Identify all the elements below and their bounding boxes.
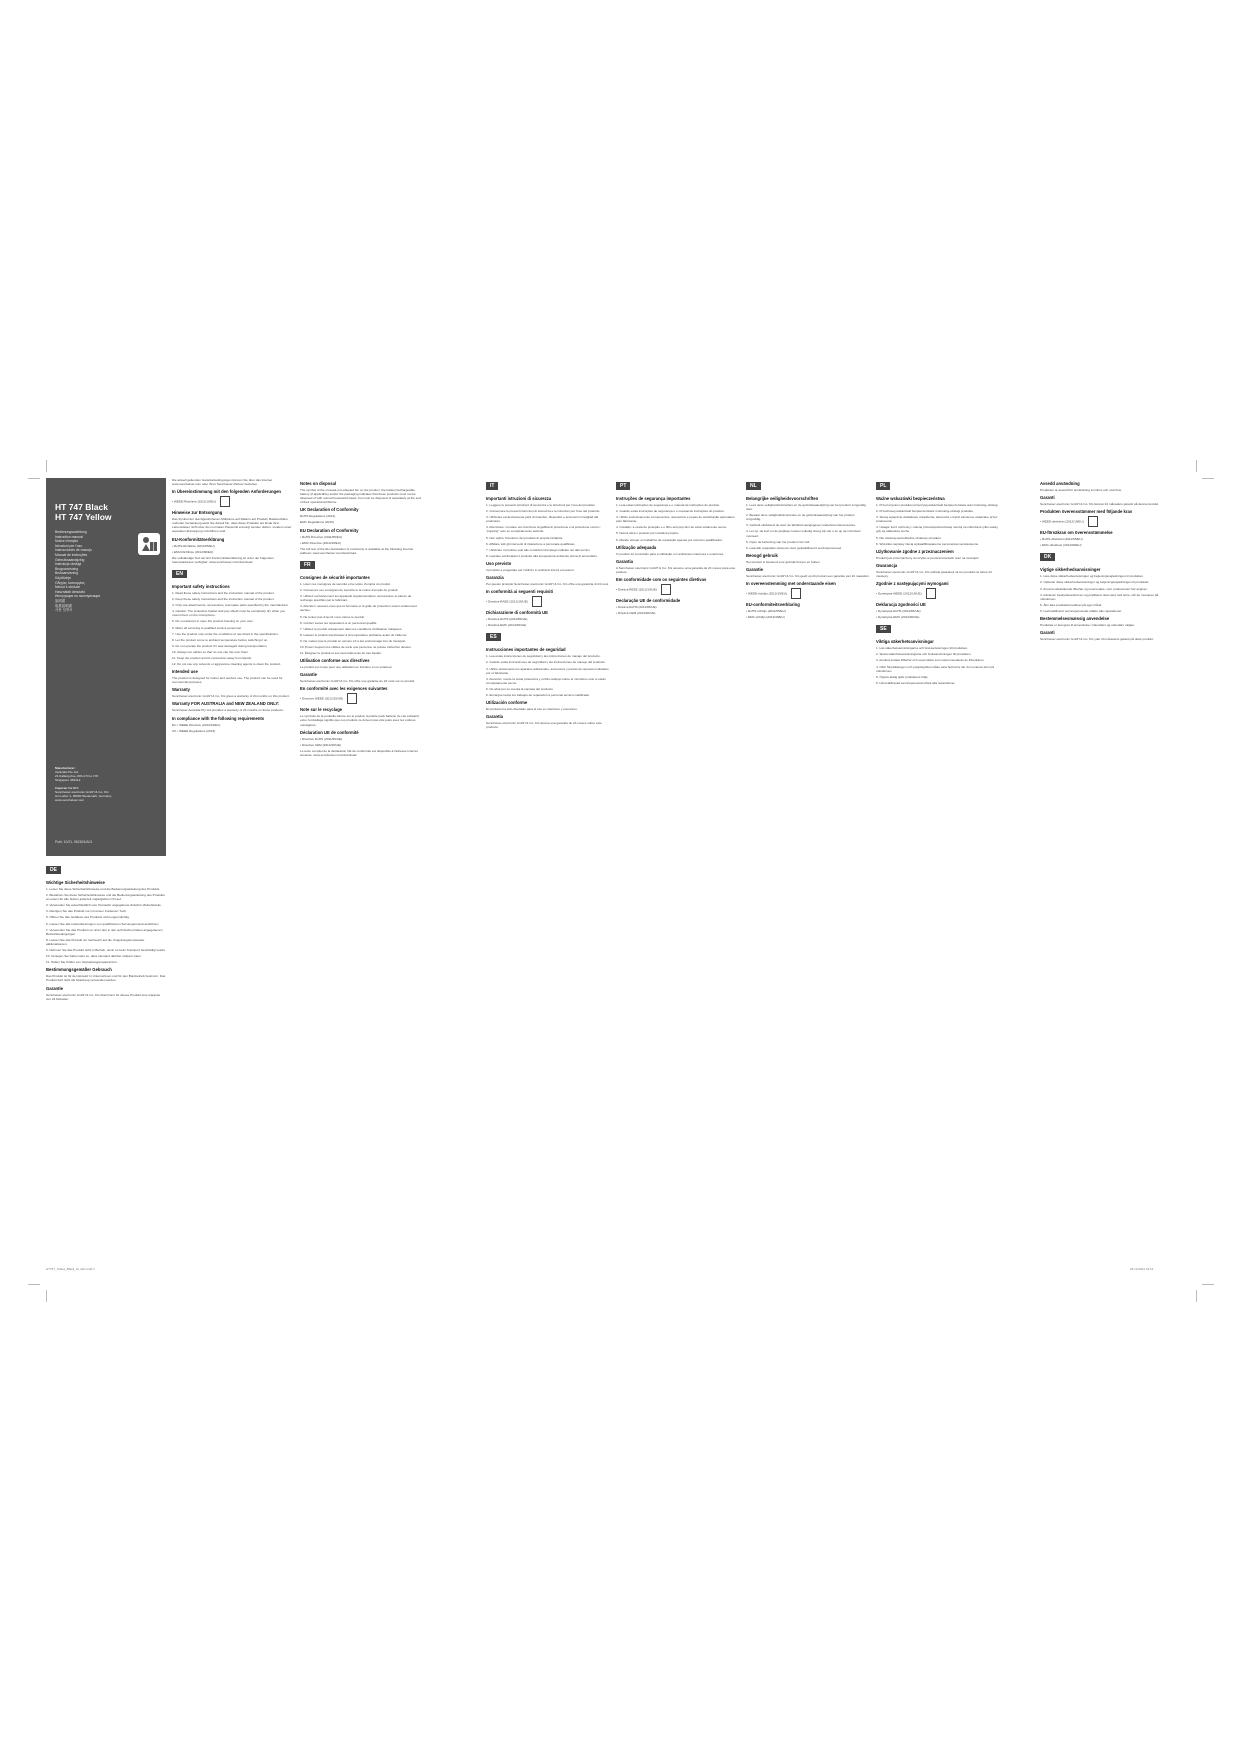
section-subheading: Garanti xyxy=(1040,495,1055,501)
list-item: 1. Lees deze veiligheidsinstructies en de gebruiksaanwijzing van het product zorgvuldig door. xyxy=(746,503,866,512)
section-subheading: Zgodnie z następującymi wymogami xyxy=(876,581,949,587)
section-subheading: Beoogd gebruik xyxy=(746,552,778,558)
section-subheading: Gwarancja xyxy=(876,562,898,568)
list-item: 2. Przechowuj wskazówki bezpieczeństwa i instrukcję obsługi produktu. xyxy=(876,509,974,514)
list-item: 3. Utilize exclusivamente componentes, acessórios e peças de substituição aprovados pelo fabricante. xyxy=(616,515,735,524)
list-item: 3. Utilisez exclusivement les appareils supplémentaires, accessoires et pièces de rechange spécifiés par le fabricant. xyxy=(300,594,412,603)
list-item: 1. Przed użyciem produktu przeczytaj wskazówki bezpieczeństwa oraz instrukcję obsługi. xyxy=(876,503,999,507)
list-item: 3. Anvend udelukkende tilbehør og reservedele, som producenten har angivet. xyxy=(1040,586,1148,591)
list-item: 5. Ne tentez pas d'ouvrir vous-même le produit. xyxy=(300,614,365,619)
model-black: HT 747 Black xyxy=(55,502,108,512)
paragraph: O produto foi concebido para a utilização em ambientes interiores e exteriores. xyxy=(616,551,724,556)
list-item: 12. Do not use any solvents or aggressive cleaning agents to clean the product. xyxy=(172,662,282,667)
list-item: 5. Non aprire l'involucro del prodotto di propria iniziativa. xyxy=(486,535,563,540)
section-subheading: In Übereinstimmung mit den folgenden Anforderungen xyxy=(172,489,281,495)
section-subheading: Utilización conforme xyxy=(486,700,528,706)
lang-badge-dk: DK xyxy=(1040,553,1055,561)
list-item: 2. Opbevar disse sikkerhedsanvisninger og betjeningsvejledningen til produktet. xyxy=(1040,580,1150,585)
list-item: • RoHS-richtlijn (2011/65/EU) xyxy=(746,609,786,614)
manufacturer-line: Verticalis Pte Ltd xyxy=(55,770,79,774)
weee-bin-icon xyxy=(532,596,542,607)
cover-title xyxy=(55,502,112,522)
list-item: 2. Bewahren Sie diese Sicherheitshinweise und die Bedienungsanleitung des Produkts an einem für alle Nutzer jederzeit zugänglichen Ort auf. xyxy=(46,893,165,902)
list-item: 1. Läs säkerhetsanvisningarna och bruksanvisningen till produkten. xyxy=(876,646,969,651)
list-item: 6. Encargue todos los trabajos de reparación a personal técnico cualificado. xyxy=(486,692,590,697)
list-item: • WEEE-Richtlinie (2012/19/EU) xyxy=(172,499,216,504)
list-item: 5. Nie otwieraj samodzielnie obudowy produktu. xyxy=(876,535,942,540)
crop-mark xyxy=(1196,1290,1197,1302)
weee-bin-icon xyxy=(347,693,357,704)
column-5 xyxy=(616,478,740,1268)
paragraph: Sennheiser electronic GmbH & Co. KG yder 24 måneders garanti på dette produkt. xyxy=(1040,637,1154,642)
section-heading: Belangrijke veiligheidsvoorschriften xyxy=(746,496,819,501)
list-item: Bedienungsanleitung xyxy=(55,530,87,534)
section-subheading: Produkten överensstämmer med följande krav xyxy=(1040,509,1133,515)
paragraph: Sennheiser electronic GmbH & Co. KG udziela gwarancji na ten produkt na okres 24 miesięcy. xyxy=(876,569,992,578)
list-item: Manual de instruções xyxy=(55,552,88,557)
paragraph: Produkt jest przeznaczony do użytku w pomieszczeniach oraz na zewnątrz. xyxy=(876,555,980,560)
column-7 xyxy=(876,478,1000,1268)
list-item: 3. Only use attachments, accessories, and spare parts specified by the manufacturer. xyxy=(172,603,289,608)
list-item: 9. Do not operate the product if it was damaged during transportation. xyxy=(172,643,268,648)
lang-badge-en: EN xyxy=(172,570,187,578)
paragraph: Sennheiser electronic GmbH & Co. KG asume una garantía de 24 meses sobre este producto. xyxy=(486,721,602,730)
list-item: • Diretiva CEM (2014/30/UE) xyxy=(616,611,656,616)
list-item: • RoHS-Richtlinie (2011/65/EU) xyxy=(172,543,215,548)
weee-bin-icon xyxy=(1088,516,1098,527)
importer-line: Am Labor 1, 30900 Wedemark, Germany xyxy=(55,794,112,798)
list-item: • Diretiva RoHS (2011/65/UE) xyxy=(616,604,657,609)
list-item: 1. Leggere le presenti istruzioni di sicurezza e le istruzioni per l'uso del prodotto. xyxy=(486,503,596,507)
list-item: Bruksanvisning xyxy=(55,571,78,576)
list-item: 4. Attention: assurez-vous que la bonnette et la grille de protection soient entièrement sèches. xyxy=(300,604,417,613)
weee-bin-icon xyxy=(791,588,801,599)
list-item: • Diretiva REEE (2012/19/UE) xyxy=(616,587,657,592)
list-item: 5. Öppna aldrig själv produktens hölje. xyxy=(876,674,929,679)
list-item: 2. Keep these safety instructions and the instruction manual of the product. xyxy=(172,597,275,602)
section-subheading: EU Declaration of Conformity xyxy=(300,527,359,533)
paragraph: Le symbole de la poubelle barrée sur le produit, la pile/le pack batterie (le cas échéant) et/ou l'emballage signifie que ces produits ne doivent pas être jetés avec les ordures ménagères. xyxy=(300,714,420,727)
section-subheading: Garanzia xyxy=(486,575,504,581)
list-item: EMC Regulations (2016) xyxy=(300,520,334,525)
paragraph: A Sennheiser electronic GmbH & Co. KG assume uma garantia de 24 meses para este produto. xyxy=(616,565,736,574)
list-item: Käyttöohje xyxy=(55,575,72,580)
section-subheading: In overeenstemming met onderstaande eisen xyxy=(746,581,836,587)
list-item: 4. Obs! Skyddskorgen och poppskyddet måste vara helt torra när du monterar dem på mikrofonen. xyxy=(876,664,994,673)
list-item: 11. Halten Sie Kinder von Verpackungsmaterial fern. xyxy=(46,960,118,965)
lang-badge-de: DE xyxy=(46,866,61,874)
paragraph: Produkten är avsedd för användning inomhus och utomhus. xyxy=(1040,488,1122,492)
paragraph: El producto ha sido diseñado para el uso en interiores y exteriores. xyxy=(486,707,578,712)
read-manual-icon xyxy=(138,533,160,555)
section-subheading: In conformità ai seguenti requisiti xyxy=(486,589,554,595)
list-item: Gebruiksaanwijzing xyxy=(55,557,85,562)
list-item: • Direttiva RAEE (2012/19/UE) xyxy=(486,599,528,604)
list-item: 6. Confiez toutes les réparations à un personnel qualifié. xyxy=(300,620,378,625)
list-item: 사용 설명서 xyxy=(55,608,73,613)
section-subheading: Intended use xyxy=(172,669,198,675)
column-6 xyxy=(746,478,870,1268)
column-2 xyxy=(172,478,294,1268)
list-item: 5. Open de behuizing van het product niet zelf. xyxy=(746,539,810,544)
paragraph: Sennheiser electronic GmbH & Co. KG übernimmt für dieses Produkt eine Garantie von 24 Monaten. xyxy=(46,992,161,1001)
manufacturer-label: Manufacturer: xyxy=(55,766,76,770)
print-slug-right: 26.10.2021 13:12 xyxy=(1130,1267,1154,1271)
list-item: 2. Bewaar deze veiligheidsinstructies en de gebruiksaanwijzing van het product zorgvuldig. xyxy=(746,513,855,522)
model-yellow: HT 747 Yellow xyxy=(55,512,112,522)
paragraph: Sennheiser electronic GmbH & Co. KG lämnar 24 månaders garanti på denna produkt. xyxy=(1040,502,1159,507)
weee-bin-icon xyxy=(220,496,230,507)
list-item: 4. Reinigen Sie das Produkt nur mit einem trockenen Tuch. xyxy=(46,909,127,914)
list-item: 10. Verlegen Sie Kabel stets so, dass niemand darüber stolpern kann. xyxy=(46,954,142,959)
paragraph: Produktet er beregnet til anvendelse i indendørs og udendørs miljøer. xyxy=(1040,623,1135,628)
list-item: 1. Read these safety instructions and the instruction manual of the product. xyxy=(172,590,275,595)
lang-badge-nl: NL xyxy=(746,482,761,490)
section-subheading: Bestimmungsgemäßer Gebrauch xyxy=(46,967,112,973)
section-subheading: En conformité avec les exigences suivantes xyxy=(300,686,388,692)
list-item: 2. Spara säkerhetsanvisningarna och bruksanvisningen till produkten. xyxy=(876,652,972,657)
section-heading: Ważne wskazówki bezpieczeństwa xyxy=(876,496,945,501)
list-item: • Dyrektywa EMC (2014/30/UE) xyxy=(876,615,920,620)
section-subheading: Hinweise zur Entsorgung xyxy=(172,510,223,516)
section-subheading: Notes on disposal xyxy=(300,481,337,486)
paragraph: Il prodotto è progettato per l'utilizzo in ambienti interni ed esterni. xyxy=(486,567,575,572)
paragraph: Die aktuell geltenden Garantiebedingungen können Sie über das Internet www.sennheiser.com oder Ihren Sennheiser-Partner beziehen. xyxy=(172,478,273,487)
section-subheading: Garantie xyxy=(46,985,63,991)
list-item: 7. Verwenden Sie das Produkt nur unter den in den technischen Daten angegebenen Betriebsbedingungen. xyxy=(46,927,163,936)
list-item: • WEEE-richtlijn (2012/19/EU) xyxy=(746,591,787,596)
crop-mark xyxy=(1202,478,1214,479)
column-de xyxy=(46,862,166,1272)
section-subheading: Warranty FOR AUSTRALIA and NEW ZEALAND ONLY: xyxy=(172,701,280,707)
list-item: 5. Åbn ikke produktets kabinet på egen hånd. xyxy=(1040,602,1103,607)
list-item: 4. Caution: The protective basket and pop shield must be completely dry when you mount them on the microphone. xyxy=(172,609,286,618)
list-item: 7. Utilizzare il prodotto solo alle condizioni d'impiego indicate nei dati tecnici. xyxy=(486,547,591,552)
section-subheading: Deklaracja zgodności UE xyxy=(876,602,926,608)
crop-mark xyxy=(1202,1284,1214,1285)
list-item: 8. Lasciare acclimatare il prodotto alla temperatura ambiente prima di accenderlo. xyxy=(486,553,598,558)
list-item: • RoHS Directive (2011/65/EU) xyxy=(300,534,343,539)
paragraph: The symbol of the crossed-out wheeled bin on the product, the battery/rechargeable battery (if applicable) and/or the packaging indicates that these products must not be disposed of with normal household waste, but must be disposed of separately at the end of their operational lifetime. xyxy=(300,488,421,505)
list-item: 1. Læs disse sikkerhedsanvisninger og betjeningsvejledningen til produktet. xyxy=(1040,574,1144,579)
address-block xyxy=(55,766,112,802)
section-subheading: Note sur le recyclage xyxy=(300,707,343,713)
list-item: 9. Ne mettez pas le produit en service s'il a été endommagé lors du transport. xyxy=(300,638,407,643)
cover-panel xyxy=(46,478,166,856)
list-item: • WEEE-direktivet (2012/19/EU) xyxy=(1040,519,1084,524)
lang-badge-se: SE xyxy=(876,625,891,633)
importer-label: Importer for EU: xyxy=(55,786,79,790)
section-heading: Viktiga säkerhetsanvisningar xyxy=(876,639,934,645)
paragraph: Het product is bestemd voor gebruik binnen en buiten. xyxy=(746,559,821,564)
list-item: 說明書 xyxy=(55,598,66,603)
list-item: 10. Always run cables so that no one can trip over them. xyxy=(172,649,249,654)
list-item: EU • WEEE Directive (2012/19/EU) xyxy=(172,722,221,727)
crop-mark xyxy=(46,1290,47,1302)
importer-line: www.sennheiser.com xyxy=(55,798,85,802)
list-item: 1. Lea estas instrucciones de seguridad y las instrucciones de manejo del producto. xyxy=(486,654,601,659)
column-8 xyxy=(1040,478,1162,1268)
list-item: 取扱説明書 xyxy=(55,603,72,608)
manual-title-list xyxy=(55,530,100,613)
list-item: • Directive CEM (2014/30/UE) xyxy=(300,742,341,747)
section-subheading: EU-Konformitätserklärung xyxy=(172,536,225,542)
list-item: 6. Lassen Sie alle Instandsetzungen von qualifiziertem Servicepersonal ausführen. xyxy=(46,921,160,926)
list-item: 2. Conservare le presenti istruzioni di sicurezza e le istruzioni per l'uso del prodotto. xyxy=(486,509,601,514)
paragraph: Per questo prodotto Sennheiser electronic GmbH & Co. KG offre una garanzia di 24 mesi. xyxy=(486,582,610,587)
section-subheading: Garantie xyxy=(746,566,763,572)
list-item: 6. Lad kvalificeret servicepersonale udføre alle reparationer. xyxy=(1040,608,1123,613)
crop-mark xyxy=(1196,460,1197,472)
section-subheading: Uso previsto xyxy=(486,560,512,566)
list-item: Istruzioni per l'uso xyxy=(55,543,83,548)
paragraph: The product is designed for indoor and outdoor use. The product can be used for commercial purposes. xyxy=(172,676,283,685)
list-item: Instruction manual xyxy=(55,534,83,539)
section-subheading: Użytkowanie zgodne z przeznaczeniem xyxy=(876,548,954,554)
paragraph: Sennheiser electronic GmbH & Co. KG geeft op dit product een garantie van 24 maanden. xyxy=(746,573,870,578)
paragraph: Das Produkt ist für den Einsatz in Unternehmen und für den Bürobetrieb bestimmt. Das Produkt darf nicht als Spielzeug verwendet werden. xyxy=(46,974,166,983)
list-item: 5. Öffnen Sie das Gehäuse des Produkts nicht eigenmächtig. xyxy=(46,915,130,920)
paragraph: Die vollständige Text der EU-Konformitätserklärung ist unter der folgenden Internetadresse verfügbar: www.sennheiser.com/download. xyxy=(172,555,274,564)
list-item: UK • WEEE Regulations (2013) xyxy=(172,728,216,733)
section-heading: Vigtige sikkerhedsanvisninger xyxy=(1040,567,1101,573)
list-item: • EMC-richtlijn (2014/30/EU) xyxy=(746,615,785,620)
list-item: • EMC Directive (2014/30/EU) xyxy=(300,540,341,545)
list-item: 7. Utilisez le produit uniquement dans les conditions d'utilisation indiquées. xyxy=(300,626,403,631)
section-subheading: Garanti xyxy=(1040,630,1055,636)
section-subheading: Utilisation conforme aux directives xyxy=(300,658,370,664)
list-item: 6. Wszelkie naprawy zlecaj wykwalifikowanemu personelowi serwisowemu. xyxy=(876,541,979,546)
section-heading: Importanti istruzioni di sicurezza xyxy=(486,496,552,501)
list-item: • EMV-Richtlinie (2014/30/EU) xyxy=(172,549,214,554)
list-item: 4. Atención: monte la cesta protectora y el filtro antipop sobre el micrófono solo si están completamente secos. xyxy=(486,676,606,685)
list-item: 11. Éloignez le produit et ses raccordements de tout liquide. xyxy=(300,651,382,656)
paragraph: Sennheiser Australia Pty Ltd provides a warranty of 24 months on these products. xyxy=(172,708,284,713)
paragraph: Le texte complet de la déclaration UE de conformité est disponible à l'adresse Internet suivante: www.sennheiser.com/download. xyxy=(300,748,418,757)
list-item: Notice d'emploi xyxy=(55,539,79,544)
list-item: 8. Let the product come to ambient temperature before switching it on. xyxy=(172,637,269,642)
section-subheading: EU-försäkran om överensstämmelse xyxy=(1040,530,1113,536)
section-heading: Instruções de segurança importantes xyxy=(616,496,691,501)
lang-badge-pl: PL xyxy=(876,482,890,490)
section-subheading: Bestemmelsesmæssig anvendelse xyxy=(1040,616,1110,622)
list-item: • Direttiva EMC (2014/30/UE) xyxy=(486,623,527,628)
section-subheading: Déclaration UE de conformité xyxy=(300,729,359,735)
list-item: 5. Do not attempt to open the product housing on your own. xyxy=(172,619,254,624)
column-3 xyxy=(300,478,422,1268)
publication-code: Publ. 10/21, 582824/A01 xyxy=(55,840,93,844)
print-slug-left: HT747_Yellow_Black_SI_A01.indd 1 xyxy=(46,1267,95,1271)
list-item: 6. Refer all servicing to qualified service personnel. xyxy=(172,625,242,630)
list-item: RoHS Regulations (2012) xyxy=(300,514,336,519)
section-heading: Consignes de sécurité importantes xyxy=(300,574,370,580)
list-item: 5. Nunca abra o produto por iniciativa própria. xyxy=(616,531,679,536)
section-heading: Instrucciones importantes de seguridad xyxy=(486,647,566,653)
crop-mark xyxy=(28,1284,40,1285)
section-subheading: UK Declaration of Conformity xyxy=(300,507,359,513)
column-4 xyxy=(486,478,610,1268)
lang-badge-pt: PT xyxy=(616,482,630,490)
list-item: 6. Mande efetuar os trabalhos de reparação apenas por técnicos qualificados. xyxy=(616,537,723,542)
section-subheading: Declaração UE de conformidade xyxy=(616,597,681,603)
section-subheading: Garantia xyxy=(616,558,633,564)
list-item: 8. Laissez le produit s'acclimater à la température ambiante avant de l'allumer. xyxy=(300,632,408,637)
list-item: Instrucciones de manejo xyxy=(55,548,92,553)
section-subheading: Garantía xyxy=(486,714,503,720)
list-item: 3. Stosuj wyłącznie dodatkowe urządzenia, akcesoria i części zamienne wskazane przez producenta. xyxy=(876,515,998,524)
list-item: 8. Lassen Sie das Produkt vor Gebrauch auf die Umgebungstemperatur akklimatisieren. xyxy=(46,937,145,946)
section-subheading: Em conformidade com os seguintes diretivas xyxy=(616,576,707,582)
section-subheading: Garantie xyxy=(300,672,317,678)
list-item: 10. Posez toujours les câbles de sorte que personne ne puisse trébucher dessus. xyxy=(300,644,412,649)
list-item: 2. Guarde estas instrucciones de seguridad y las instrucciones de manejo del producto. xyxy=(486,660,606,665)
list-item: 4. Cuidado: a cesta de proteção e o filtro anti-pop têm de estar totalmente secos. xyxy=(616,525,727,530)
list-item: 3. Använd endast tillbehör och reservdelar som rekommenderas av tillverkaren. xyxy=(876,658,985,663)
crop-mark xyxy=(46,460,47,472)
section-subheading: In compliance with the following requirements xyxy=(172,715,265,721)
list-item: 4. Let op: de korf en de plopkap moeten volledig droog zijn als u ze op de microfoon monteert. xyxy=(746,529,861,538)
list-item: 6. Låt kvalificerad servicepersonal utföra alla reparationer. xyxy=(876,680,956,685)
section-heading: Important safety instructions xyxy=(172,583,230,589)
list-item: Instrukcja obsługi xyxy=(55,562,82,567)
list-item: 5. No abra por su cuenta la carcasa del producto. xyxy=(486,686,554,691)
paragraph: Le produit est conçu pour une utilisation en intérieur et en extérieur. xyxy=(300,665,393,670)
list-item: • EMC-direktivet (2014/30/EU) xyxy=(1040,543,1082,548)
list-item: Οδηγίες λειτουργίας xyxy=(55,580,85,585)
list-item: • RoHS-direktivet (2011/65/EU) xyxy=(1040,537,1083,542)
list-item: 1. Lisez ces consignes de sécurité et la notice d'emploi du produit. xyxy=(300,581,391,586)
list-item: 3. Verwenden Sie ausschließlich vom Hersteller angegebene Zubehör-/Zubehörteile. xyxy=(46,903,162,908)
importer-line: Sennheiser electronic GmbH & Co. KG xyxy=(55,790,109,794)
section-subheading: Dichiarazione di conformità UE xyxy=(486,610,548,616)
paragraph: Das Symbol der durchgestrichenen Mülltonne auf Rädern auf Produkt, Batterie/Akku und/oder Verpackung weist Sie darauf hin, dass diese Produkte am Ende ihrer Lebensdauer nicht über den normalen Hausmüll entsorgt werden dürfen, sondern einer separaten Entsorgung zuzuführen sind. xyxy=(172,517,292,534)
paragraph: Sennheiser electronic GmbH & Co. KG offre une garantie de 24 mois sur ce produit. xyxy=(300,679,415,684)
paragraph: The full text of the EU declaration of conformity is available at the following internet address: www.sennheiser.com/download. xyxy=(300,546,414,555)
list-item: 6. Laat alle reparaties uitvoeren door gekwalificeerd servicepersoneel. xyxy=(746,545,842,550)
list-item: 3. Utilice únicamente los aparatos adicionales, accesorios y piezas de repuesto indicados por el fabricante. xyxy=(486,666,609,675)
list-item: Használati útmutató xyxy=(55,589,85,594)
list-item: 4. Uwaga: kosz ochronny i osłonę przeciwpodmuchową montuj na mikrofonie tylko wtedy, gdy są całkowicie suche. xyxy=(876,525,999,534)
list-item: • Directive WEEE (2012/19/UE) xyxy=(300,696,344,701)
list-item: • Directive RoHS (2011/65/UE) xyxy=(300,736,343,741)
weee-bin-icon xyxy=(661,584,671,595)
lang-badge-fr: FR xyxy=(300,561,315,569)
paragraph: Sennheiser electronic GmbH & Co. KG gives a warranty of 24 months on this product. xyxy=(172,694,290,699)
section-subheading: Warranty xyxy=(172,687,190,693)
manufacturer-line: Singapore 339412 xyxy=(55,778,81,782)
weee-bin-icon xyxy=(926,588,936,599)
list-item: • Dyrektywa WEEE (2012/19/UE) xyxy=(876,591,922,596)
list-item: 11. Keep the product and its connection away from liquids. xyxy=(172,655,252,660)
section-subheading: EU-conformiteitsverklaring xyxy=(746,602,800,608)
list-item: 3. Utilizzare esclusivamente parti di ricambio, dispositivi e accessori consigliati dal produttore. xyxy=(486,515,599,524)
list-item: 7. Use the product only under the conditions of use listed in the specifications. xyxy=(172,631,279,636)
list-item: 1. Leia estas instruções de segurança e o manual de instruções do produto. xyxy=(616,503,721,507)
crop-mark xyxy=(28,478,40,479)
list-item: • Dyrektywa RoHS (2011/65/UE) xyxy=(876,609,921,614)
section-subheading: Avsedd användning xyxy=(1040,481,1080,486)
lang-badge-it: IT xyxy=(486,482,498,490)
section-heading: Wichtige Sicherheitshinweise xyxy=(46,880,105,885)
list-item: Инструкция по эксплуатации xyxy=(55,594,101,599)
list-item: 6. Affidare tutti gli interventi di riparazione a personale qualificato. xyxy=(486,541,576,546)
manufacturer-line: 21 Kallang Ave, #03-174 to 178 xyxy=(55,774,99,778)
list-item: 4. Advarsel: beskyttelseskurven og popfilteret skal være helt tørre, når de monteres på mikrofonen. xyxy=(1040,592,1159,601)
list-item: • Direttiva RoHS (2011/65/UE) xyxy=(486,617,528,622)
list-item: 2. Guarde estas instruções de segurança e o manual de instruções do produto. xyxy=(616,509,725,514)
list-item: 4. Attenzione: montare sul microfono la gabbia di protezione e la protezione contro i "popping" solo se completamente asciutte. xyxy=(486,525,601,534)
section-subheading: Utilização adequada xyxy=(616,544,657,550)
list-item: Návod k obsluze xyxy=(55,585,81,590)
list-item: 3. Gebruik uitsluitend de door de fabrikant aangegeven toebehoren/accessoires. xyxy=(746,523,856,528)
list-item: 1. Lesen Sie diese Sicherheitshinweise und die Bedienungsanleitung des Produkts. xyxy=(46,887,161,891)
list-item: Brugsanvisning xyxy=(55,566,79,571)
list-item: 2. Conservez ces consignes de sécurité et la notice d'emploi du produit. xyxy=(300,588,399,593)
list-item: 9. Nehmen Sie das Produkt nicht in Betrieb, wenn es beim Transport beschädigt wurde. xyxy=(46,948,166,953)
lang-badge-es: ES xyxy=(486,633,501,641)
